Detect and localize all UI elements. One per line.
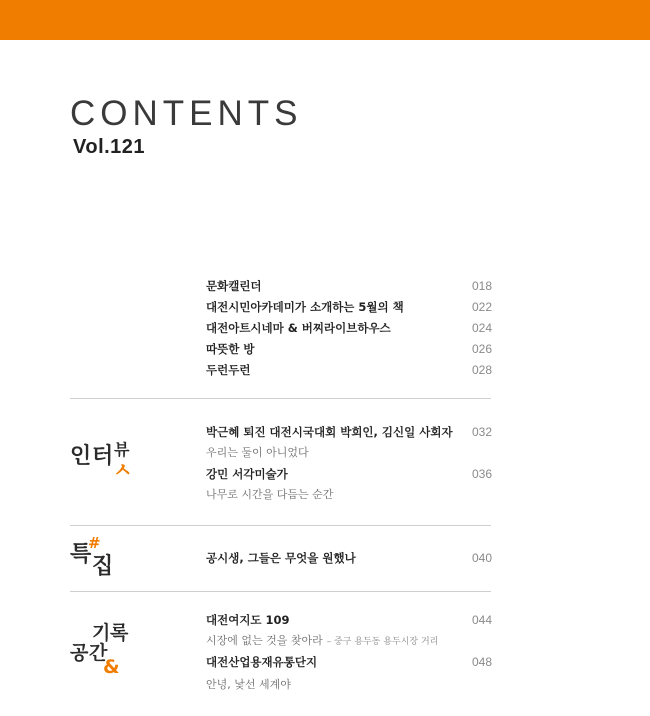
page-title: CONTENTS bbox=[70, 94, 303, 133]
toc-entry-page: 028 bbox=[471, 363, 492, 377]
section-label-char: 인 bbox=[70, 444, 92, 469]
toc-entry[interactable] bbox=[206, 339, 492, 359]
toc-entry[interactable] bbox=[206, 276, 492, 296]
toc-entry-page: 048 bbox=[471, 655, 492, 669]
top-accent-bar bbox=[0, 0, 650, 40]
toc-entry[interactable] bbox=[206, 422, 492, 442]
toc-entry-page: 044 bbox=[471, 613, 492, 627]
toc-entry-title: 박근혜 퇴진 대전시국대회 박희인, 김신일 사회자 bbox=[206, 425, 453, 439]
toc-entry[interactable] bbox=[206, 610, 492, 630]
toc-entry-subtitle-text bbox=[206, 631, 438, 652]
toc-entry-title: 대전시민아카데미가 소개하는 5월의 책 bbox=[206, 300, 404, 314]
toc-entry-page: 022 bbox=[471, 300, 492, 314]
section-divider bbox=[70, 591, 491, 592]
subtitle-location: – 중구 용두동 용두시장 거리 bbox=[326, 637, 439, 647]
section-label-char: 공 bbox=[70, 642, 89, 664]
toc-entry-title: 두런두런 bbox=[206, 363, 251, 377]
section-label-char: 뷰 bbox=[114, 440, 130, 459]
toc-entry-page: 040 bbox=[471, 551, 492, 565]
toc-entry-title: 대전산업용재유통단지 bbox=[206, 655, 318, 669]
section-label-char: 기 bbox=[92, 622, 111, 644]
toc-entry[interactable] bbox=[206, 360, 492, 380]
section-label-char: ㅅ bbox=[113, 458, 133, 482]
section-label-char: 집 bbox=[92, 554, 114, 579]
toc-entry-page: 024 bbox=[471, 321, 492, 335]
toc-entry-title: 따뜻한 방 bbox=[206, 342, 255, 356]
section-label-char: 특 bbox=[70, 542, 92, 567]
toc-entry-title: 대전아트시네마 & 버찌라이브하우스 bbox=[206, 321, 391, 335]
section-label-special bbox=[70, 536, 130, 586]
volume-number: Vol.121 bbox=[73, 136, 146, 158]
toc-entry[interactable] bbox=[206, 297, 492, 317]
toc-entry-subtitle bbox=[206, 675, 492, 695]
section-label-char: & bbox=[103, 656, 120, 678]
toc-entry-title: 대전여지도 109 bbox=[206, 613, 290, 627]
toc-entry-subtitle-text: 우리는 둘이 아니었다 bbox=[206, 446, 309, 459]
toc-entry-title: 문화캘린더 bbox=[206, 279, 262, 293]
toc-entry-page: 026 bbox=[471, 342, 492, 356]
toc-entry-page: 036 bbox=[471, 467, 492, 481]
toc-entry-subtitle bbox=[206, 485, 492, 505]
toc-entry-title: 공시생, 그들은 무엇을 원했나 bbox=[206, 551, 356, 565]
toc-entry[interactable] bbox=[206, 464, 492, 484]
section-label-char: 록 bbox=[110, 622, 129, 644]
toc-entry-subtitle bbox=[206, 443, 492, 463]
toc-entry[interactable] bbox=[206, 548, 492, 568]
toc-entry-page: 032 bbox=[471, 425, 492, 439]
toc-entry-title: 강민 서각미술가 bbox=[206, 467, 288, 481]
toc-entry-page: 018 bbox=[471, 279, 492, 293]
subtitle-main: 시장에 없는 것을 찾아라 bbox=[206, 634, 323, 647]
section-label-char: # bbox=[88, 534, 101, 552]
section-label-space-record bbox=[70, 624, 130, 686]
section-label-char: 터 bbox=[92, 444, 114, 469]
section-divider bbox=[70, 398, 491, 399]
toc-entry-subtitle bbox=[206, 631, 492, 651]
toc-entry[interactable] bbox=[206, 318, 492, 338]
section-label-char: 간 bbox=[89, 642, 108, 664]
toc-entry-subtitle-text: 나무로 시간을 다듬는 순간 bbox=[206, 488, 334, 501]
toc-entry-subtitle-text: 안녕, 낯선 세계야 bbox=[206, 678, 291, 691]
toc-entry[interactable] bbox=[206, 652, 492, 672]
section-divider bbox=[70, 525, 491, 526]
section-label-interview bbox=[70, 440, 140, 490]
